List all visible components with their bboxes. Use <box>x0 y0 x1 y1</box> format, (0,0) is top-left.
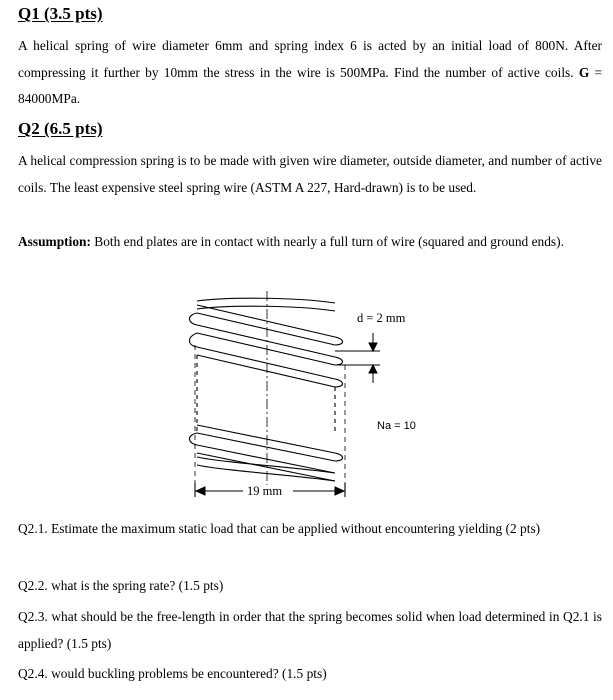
od-dim-arrow-left <box>196 487 205 495</box>
q2-subquestion-2: Q2.2. what is the spring rate? (1.5 pts) <box>18 578 224 593</box>
coil-bend-3 <box>335 379 343 387</box>
q1-text <box>18 33 602 113</box>
coil-bend-4 <box>335 453 343 461</box>
coil-bend-left-3 <box>190 433 198 445</box>
q2-subquestion-1: Q2.1. Estimate the maximum static load that can be applied without encountering yielding (2 pts) <box>18 521 541 536</box>
q2-heading: Q2 (6.5 pts) <box>18 119 103 138</box>
q1-g-label: G <box>578 64 590 80</box>
top-end-coil-outer <box>197 298 335 303</box>
q1-text-part1: A helical spring of wire diameter 6mm and spring index 6 is acted by an initial load of 800N. After compressing it further by 10mm the stress in the wire is 500MPa. Find the number of active coils. <box>18 38 602 80</box>
q2-intro: A helical compression spring is to be made with given wire diameter, outside diameter, and number of active coils. The least expensive steel spring wire (ASTM A 227, Hard-drawn) is to be used. <box>18 153 602 195</box>
coil-bend-1 <box>335 337 343 345</box>
q1-text-part2: = 84000MPa. <box>18 64 602 106</box>
coil-front-1a <box>197 305 335 337</box>
q2-subquestion-3: Q2.3. what should be the free-length in order that the spring becomes solid when load determined in Q2.1 is applied? (1.5 pts) <box>18 609 602 651</box>
outside-diameter-label: 19 mm <box>247 484 283 498</box>
q2-assumption-text: Both end plates are in contact with nearly a full turn of wire (squared and ground ends). <box>90 234 564 249</box>
active-coils-label: Na = 10 <box>377 420 416 432</box>
wire-dim-arrow-top-head <box>369 343 377 351</box>
coil-bend-left-2 <box>190 333 198 347</box>
coil-bend-left-1 <box>190 313 198 325</box>
spring-diagram <box>185 285 435 510</box>
coil-front-1b <box>197 313 335 345</box>
q1-heading: Q1 (3.5 pts) <box>18 4 103 23</box>
q2-assumption-label: Assumption: <box>18 234 91 249</box>
q2-assumption <box>18 229 602 256</box>
spring-coils <box>190 291 346 497</box>
q2-subquestion-4: Q2.4. would buckling problems be encountered? (1.5 pts) <box>18 666 327 681</box>
od-dim-arrow-right <box>335 487 344 495</box>
coil-bend-2 <box>335 357 343 365</box>
wire-diameter-label: d = 2 mm <box>357 311 406 325</box>
wire-dim-arrow-bottom-head <box>369 365 377 373</box>
